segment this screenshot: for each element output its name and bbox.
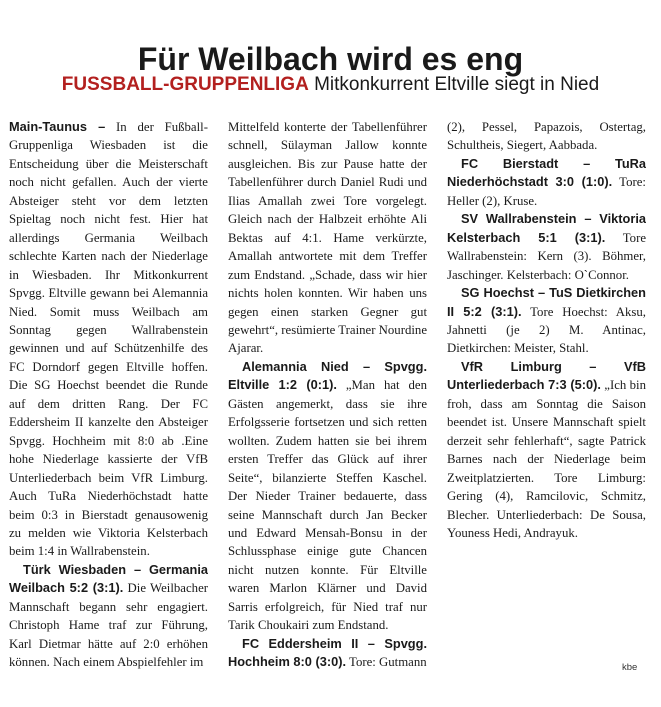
paragraph-text: In der Fußball-Gruppenliga Wiesbaden ist die Entscheidung über die Meisterschaft noch nicht gefallen. Auch der vierte Absteiger steht vor dem letzten Spieltag noch nicht fest. Hier hat allerdings Germania Weilbach schlechte Karten nach der Niederlage in Wiesbaden. Ihr Mitkonkurrent Spvgg. Eltville gewann bei Alemannia Nied. Somit muss Weilbach am Sonntag gegen Wallrabenstein gewinnen und auf Schützenhilfe des FC Dorndorf gegen Eltville hoffen. Die SG Hoechst beendet die Runde auf dem dritten Rang. Der FC Eddersheim II kanzelte den Absteiger Spvgg. Hochheim mit 8:0 ab .Eine hohe Niederlage kassierte der VfB Unterliederbach beim VfR Limburg. Auch TuRa Niederhöchstadt hatte beim 0:3 in Bierstadt genausowenig zu melden wie Viktoria Kelsterbach beim 1:4 in Wallrabenstein. xyxy=(9,120,208,559)
article-column-2 xyxy=(228,118,427,678)
match-report-eddersheim xyxy=(228,635,427,672)
match-header: Türk Wiesbaden – Germania Weilbach 5:2 (3:1). xyxy=(9,561,208,596)
match-header: SV Wallrabenstein – Viktoria Kelsterbach 5:1 (3:1). xyxy=(447,211,646,245)
headline: Für Weilbach wird es eng xyxy=(137,41,524,78)
paragraph-text: (2), Pessel, Papazois, Ostertag, Schultheis, Siegert, Aabbada. xyxy=(447,120,646,153)
paragraph-text: Mittelfeld konterte der Tabellenführer schnell, Sülayman Jallow konnte ausgleichen. Bis zur Pause hatte der Tabellenführer durch Daniel Rudi und Ilias Amallah zwei Tore vorgelegt. Gleich nach der Halbzeit erhöhte Ali Bektas auf 4:1. Hame verkürzte, Amallah antwortete mit dem Treffer zum Endstand. „Schade, dass wir hier nichts holen konnten. Wir haben uns gegen einen starken Gegner gut gewehrt“, resümierte Trainer Nourdine Ajarar. xyxy=(228,120,427,356)
match-report-hoechst xyxy=(447,284,646,358)
match-header: FC Eddersheim II – Spvgg. Hochheim 8:0 (3:0). xyxy=(228,635,427,670)
author-initials: kbe xyxy=(622,662,638,673)
paragraph-lead: Main-Taunus – xyxy=(9,119,106,134)
paragraph-intro xyxy=(9,118,208,561)
match-report-nied xyxy=(228,358,427,635)
article-column-1 xyxy=(9,118,208,678)
match-report-wallrabenstein xyxy=(447,210,646,284)
paragraph-text: „Man hat den Gästen angemerkt, dass sie ihre Erfolgsserie fortsetzen und sich retten wollten. Zudem hatten sie bei ihrem ersten Treffer das Glück auf ihrer Seite“, bilanzierte Steffen Kaschel. Der Nieder Trainer bedauerte, dass seine Mannschaft durch Jan Becker und Edward Mensah-Bonsu in der Schlussphase einige gute Chancen nicht nutzen konnte. Für Eltville waren Marlon Klärner und David Sarris erfolgreich, für Nied traf nur Tarik Choukairi zum Endstand. xyxy=(228,378,427,633)
match-report-weilbach xyxy=(9,561,208,672)
match-report-weilbach xyxy=(228,118,427,358)
kicker: FUSSBALL-GRUPPENLIGA xyxy=(61,74,309,95)
paragraph-text: Tore: Gutmann xyxy=(349,655,427,670)
match-report-limburg xyxy=(447,358,646,543)
paragraph-text: „Ich bin froh, dass am Sonntag die Saison beendet ist. Unsere Mannschaft spielt derzeit sehr fehlerhaft“, sagte Patrick Barnes nach der Niederlage beim Zweitplatzierten. Tore Limburg: Gering (4), Ramcilovic, Schmitz, Blecher. Unterliederbach: De Sousa, Youness Hedi, Andrayuk. xyxy=(447,378,646,540)
match-header: VfR Limburg – VfB Unterliederbach 7:3 (5:0). xyxy=(447,358,646,393)
paragraph-text: Tore Wallrabenstein: Kern (3). Böhmer, Jaschinger. Kelsterbach: O`Connor. xyxy=(447,230,646,282)
match-header: FC Bierstadt – TuRa Niederhöchstadt 3:0 (1:0). xyxy=(447,155,646,190)
match-report-bierstadt xyxy=(447,155,646,210)
match-header: Alemannia Nied – Spvgg. Eltville 1:2 (0:1). xyxy=(228,358,427,393)
paragraph-text: Die Weilbacher Mannschaft begann sehr engagiert. Christoph Hame traf zur Führung, Karl Dietmar hätte auf 2:0 erhöhen können. Nach einem Abspielfehler im xyxy=(9,581,208,670)
match-header: SG Hoechst – TuS Dietkirchen II 5:2 (3:1). xyxy=(447,285,646,319)
match-report-eddersheim xyxy=(447,118,646,155)
paragraph-text: Tore: Heller (2), Kruse. xyxy=(447,175,646,208)
paragraph-text: Tore Hoechst: Aksu, Jahnetti (je 2) M. Antinac, Dietkirchen: Meister, Stahl. xyxy=(447,304,646,356)
article-column-3 xyxy=(447,118,646,678)
subheadline: Mitkonkurrent Eltville siegt in Nied xyxy=(314,74,600,95)
subheadline-row xyxy=(0,72,661,98)
